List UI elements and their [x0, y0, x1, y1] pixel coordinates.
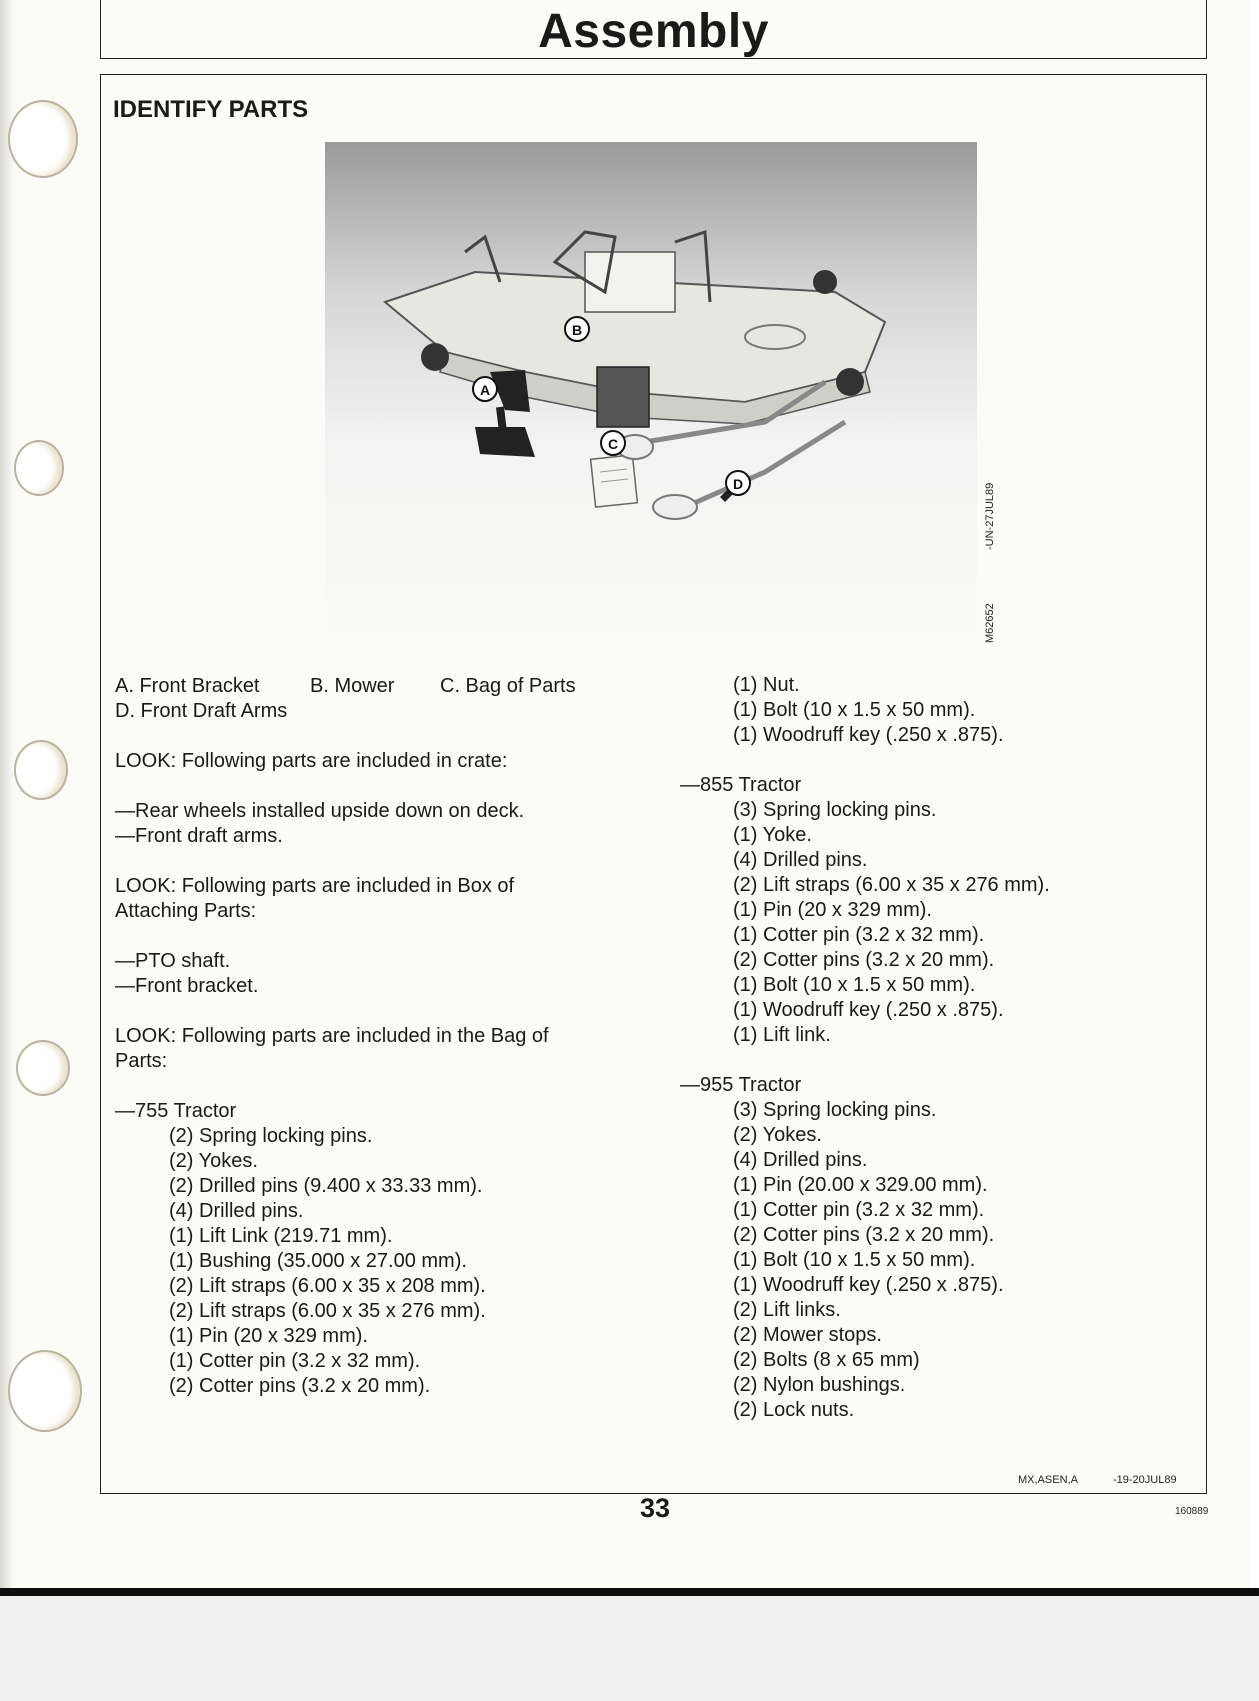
list-item: (1) Woodruff key (.250 x .875). — [733, 1274, 1004, 1296]
section-title: IDENTIFY PARTS — [113, 96, 309, 123]
list-item: (2) Mower stops. — [733, 1324, 882, 1346]
list-item: (2) Cotter pins (3.2 x 20 mm). — [733, 949, 995, 971]
list-item: (2) Drilled pins (9.400 x 33.33 mm). — [169, 1175, 483, 1197]
tractor-755-list — [169, 1124, 486, 1399]
list-item: (1) Lift Link (219.71 mm). — [169, 1225, 393, 1247]
list-item: (4) Drilled pins. — [733, 1149, 868, 1171]
look-box-line: LOOK: Following parts are included in Box of — [115, 875, 515, 897]
look-bag-text — [115, 1024, 549, 1074]
list-item: (1) Bolt (10 x 1.5 x 50 mm). — [733, 1249, 976, 1271]
figure-id-code: M62652 — [984, 603, 996, 643]
list-item: (1) Pin (20 x 329 mm). — [733, 899, 932, 921]
list-item: (1) Cotter pin (3.2 x 32 mm). — [733, 1199, 985, 1221]
page-bottom-edge — [0, 1588, 1259, 1596]
page-number: 33 — [640, 1493, 671, 1523]
header-box — [100, 0, 1207, 59]
list-item: —Front bracket. — [115, 975, 259, 997]
list-item: (1) Woodruff key (.250 x .875). — [733, 999, 1004, 1021]
list-item: (1) Yoke. — [733, 824, 812, 846]
callout-a — [473, 377, 497, 401]
list-item: (2) Nylon bushings. — [733, 1374, 906, 1396]
legend-a: A. Front Bracket — [115, 675, 260, 697]
list-item: (2) Bolts (8 x 65 mm) — [733, 1349, 920, 1371]
box-list — [115, 949, 258, 999]
svg-text:B: B — [571, 322, 583, 338]
doc-code: 160889 — [1175, 1506, 1209, 1517]
page-edge-shadow — [0, 0, 14, 1590]
tractor-955-list — [733, 1098, 1004, 1423]
list-item: (2) Lock nuts. — [733, 1399, 855, 1421]
svg-text:A: A — [479, 382, 491, 398]
legend-d: D. Front Draft Arms — [115, 700, 288, 722]
list-item: (1) Woodruff key (.250 x .875). — [733, 724, 1004, 746]
mower-parts-illustration — [325, 142, 977, 642]
legend-b: B. Mower — [310, 675, 395, 697]
list-item: (3) Spring locking pins. — [733, 799, 937, 821]
list-item: (2) Cotter pins (3.2 x 20 mm). — [733, 1224, 995, 1246]
list-item: (1) Bushing (35.000 x 27.00 mm). — [169, 1250, 467, 1272]
figure-date-code: -UN-27JUL89 — [984, 482, 996, 550]
tractor-855-heading: —855 Tractor — [680, 774, 802, 796]
list-item: —PTO shaft. — [115, 950, 231, 972]
binder-hole — [16, 1040, 70, 1096]
look-box-text — [115, 874, 514, 924]
list-item: (1) Pin (20.00 x 329.00 mm). — [733, 1174, 988, 1196]
binder-hole — [8, 1350, 82, 1432]
list-item: (3) Spring locking pins. — [733, 1099, 937, 1121]
callout-d — [726, 471, 750, 495]
look-box-line: Attaching Parts: — [115, 900, 257, 922]
binder-hole — [14, 740, 68, 800]
list-item: (2) Cotter pins (3.2 x 20 mm). — [169, 1375, 431, 1397]
look-crate-text: LOOK: Following parts are included in crate: — [115, 750, 508, 772]
crate-list — [115, 799, 524, 849]
footer-date: -19-20JUL89 — [1113, 1474, 1177, 1486]
svg-text:C: C — [607, 436, 619, 452]
list-item: —Front draft arms. — [115, 825, 283, 847]
list-item: (1) Bolt (10 x 1.5 x 50 mm). — [733, 974, 976, 996]
list-item: (2) Lift straps (6.00 x 35 x 276 mm). — [733, 874, 1050, 896]
binder-hole — [14, 440, 64, 496]
list-item: (4) Drilled pins. — [733, 849, 868, 871]
list-item: (2) Yokes. — [733, 1124, 822, 1146]
tractor-755-heading: —755 Tractor — [115, 1100, 237, 1122]
svg-text:D: D — [732, 476, 744, 492]
tractor-855-list — [733, 798, 1050, 1048]
callout-b — [565, 317, 589, 341]
list-item: (4) Drilled pins. — [169, 1200, 304, 1222]
tractor-955-heading: —955 Tractor — [680, 1074, 802, 1096]
list-item: (1) Lift link. — [733, 1024, 831, 1046]
list-item: (1) Cotter pin (3.2 x 32 mm). — [733, 924, 985, 946]
list-item: (1) Nut. — [733, 674, 800, 696]
list-item: (2) Lift straps (6.00 x 35 x 276 mm). — [169, 1300, 486, 1322]
list-item: (2) Lift straps (6.00 x 35 x 208 mm). — [169, 1275, 486, 1297]
callout-c — [601, 431, 625, 455]
tractor-755-continued-list — [733, 673, 1004, 748]
binder-hole — [8, 100, 78, 178]
legend-c: C. Bag of Parts — [440, 675, 576, 697]
list-item: —Rear wheels installed upside down on deck. — [115, 800, 525, 822]
footer-code: MX,ASEN,A — [1018, 1474, 1078, 1486]
list-item: (2) Lift links. — [733, 1299, 841, 1321]
bag-of-parts — [591, 455, 638, 507]
page-title: Assembly — [538, 5, 769, 58]
list-item: (1) Bolt (10 x 1.5 x 50 mm). — [733, 699, 976, 721]
list-item: (2) Yokes. — [169, 1150, 258, 1172]
list-item: (2) Spring locking pins. — [169, 1125, 373, 1147]
look-bag-line: LOOK: Following parts are included in the Bag of — [115, 1025, 549, 1047]
list-item: (1) Pin (20 x 329 mm). — [169, 1325, 368, 1347]
look-bag-line: Parts: — [115, 1050, 168, 1072]
background-below-page — [0, 1596, 1259, 1701]
list-item: (1) Cotter pin (3.2 x 32 mm). — [169, 1350, 421, 1372]
